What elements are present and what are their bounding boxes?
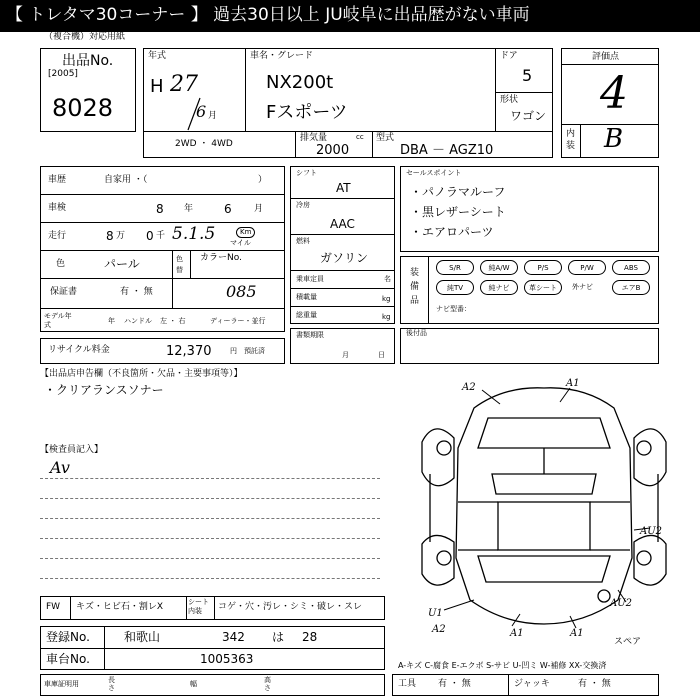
warranty-value: 有 ・ 無 xyxy=(120,287,153,297)
exhibitor-notes-text: ・クリアランスソナー xyxy=(44,383,164,397)
sales-points-label: セールスポイント xyxy=(406,169,462,177)
recycle-value: 12,370 xyxy=(166,344,212,359)
damage-mark-au2-bottom: AU2 xyxy=(610,598,633,609)
score-label: 評価点 xyxy=(592,52,620,62)
cert-label: 車庫証明用 xyxy=(44,680,79,688)
score-value: 4 xyxy=(600,68,628,119)
recycle-note: 預託済 xyxy=(244,347,265,355)
mileage-label: 走行 xyxy=(48,231,67,241)
mileage-man: 8 xyxy=(106,229,114,243)
lot-label: 出品No. xyxy=(62,53,114,69)
aftermarket-label: 後付品 xyxy=(406,329,427,337)
doors-value: 5 xyxy=(522,66,533,85)
model-value: DBA － AGZ10 xyxy=(400,143,494,158)
warranty-label: 保証書 xyxy=(50,287,78,297)
dealer-label: ディーラー・並行 xyxy=(210,317,266,325)
inspection-month: 6 xyxy=(224,202,232,216)
year-value: 27 xyxy=(170,72,198,97)
equip-ext-navi: 外ナビ xyxy=(572,283,593,291)
capacity-label: 乗車定員 xyxy=(296,275,324,283)
equip-aw: 純A/W xyxy=(480,260,518,275)
equip-abs: ABS xyxy=(612,260,650,275)
year-era: H xyxy=(150,76,164,97)
displacement-value: 2000 xyxy=(316,143,350,158)
history-label: 車歴 xyxy=(48,175,67,185)
spare-label: スペア xyxy=(614,637,642,647)
equip-airbag: エアB xyxy=(612,280,650,295)
jack-label: ジャッキ xyxy=(514,679,550,689)
inspector-label: 【検査員記入】 xyxy=(40,445,104,455)
mileage-man-unit: 万 xyxy=(116,231,126,241)
color-value: パール xyxy=(104,257,140,271)
tools-label: 工具 xyxy=(398,679,417,689)
chassis-label: 車台No. xyxy=(46,652,90,666)
aftermarket-box xyxy=(400,328,659,364)
fw-items: キズ・ヒビ石・割レX xyxy=(76,602,163,612)
sales-point-2: ・黒レザーシート xyxy=(410,205,506,219)
history-value: 自家用 ・（ xyxy=(104,175,148,185)
equip-leather: 革シート xyxy=(524,280,562,295)
model-label: 型式 xyxy=(376,133,395,143)
inspection-year: 8 xyxy=(156,202,164,216)
inspection-month-unit: 月 xyxy=(254,204,264,214)
mileage-km: Km xyxy=(236,227,255,238)
car-name: NX200t xyxy=(266,72,334,93)
dim-length: 長さ xyxy=(108,676,115,692)
equip-navi: 純ナビ xyxy=(480,280,518,295)
shift-value: AT xyxy=(336,181,351,195)
inspection-year-unit: 年 xyxy=(184,204,194,214)
equip-pw: P/W xyxy=(568,260,606,275)
recycle-label: リサイクル料金 xyxy=(48,345,110,355)
load-unit: kg xyxy=(382,295,391,303)
shape-value: ワゴン xyxy=(510,109,547,123)
banner-text: 【 トレタマ30コーナー 】 過去30日以上 JU岐阜に出品歴がない車両 xyxy=(6,5,530,25)
car-label: 車名・グレード xyxy=(250,51,314,61)
damage-mark-a2-top: A2 xyxy=(462,382,476,393)
year-month-unit: 月 xyxy=(208,111,218,121)
recycle-unit: 円 xyxy=(230,347,237,355)
fw-seat-label: シート内装 xyxy=(188,598,209,615)
damage-mark-a1-right: A1 xyxy=(570,628,584,639)
load-label: 積載量 xyxy=(296,293,317,301)
dim-height: 高さ xyxy=(264,676,271,692)
damage-mark-a1-top: A1 xyxy=(566,378,580,389)
equip-sr: S/R xyxy=(436,260,474,275)
color-no-label: カラーNo. xyxy=(200,253,242,263)
capacity-unit: 名 xyxy=(384,275,391,283)
fuel-value: ガソリン xyxy=(320,251,369,265)
navi-model-label: ナビ型番： xyxy=(436,305,471,313)
mileage-thousand: 0 xyxy=(146,229,154,243)
inspector-text: Av xyxy=(50,458,70,477)
registration-kana: は xyxy=(272,630,285,644)
interior-label: 内装 xyxy=(566,129,576,151)
inspection-label: 車検 xyxy=(48,203,67,213)
displacement-unit: cc xyxy=(356,133,364,141)
interior-value: B xyxy=(604,124,624,154)
color-change-label: 色替 xyxy=(176,255,183,274)
chassis-value: 1005363 xyxy=(200,652,254,666)
sales-point-3: ・エアロパーツ xyxy=(410,225,494,239)
exhibitor-notes-label: 【出品店申告欄（不良箇所・欠品・主要事項等）】 xyxy=(40,369,243,379)
doc-period-label: 書類期限 xyxy=(296,331,324,339)
displacement-label: 排気量 xyxy=(300,133,328,143)
registration-class: 342 xyxy=(222,630,245,644)
equip-tv: 純TV xyxy=(436,280,474,295)
model-year-label: モデル年式 xyxy=(44,312,72,329)
mileage-mile: マイル xyxy=(230,239,251,247)
mileage-thousand-unit: 千 xyxy=(156,231,166,241)
color-no-value: 085 xyxy=(226,282,257,301)
header-note: （複合機）対応用紙 xyxy=(44,32,126,42)
handle-label: ハンドル xyxy=(124,317,152,325)
doors-label: ドア xyxy=(500,51,518,61)
gross-label: 総重量 xyxy=(296,311,317,319)
car-diagram xyxy=(404,378,694,640)
registration-pref: 和歌山 xyxy=(124,630,161,644)
damage-mark-a2-left: A2 xyxy=(432,624,446,635)
fuel-label: 燃料 xyxy=(296,237,310,245)
doc-period-unit: 月 xyxy=(342,351,349,359)
equip-ps: P/S xyxy=(524,260,562,275)
jack-value: 有 ・ 無 xyxy=(578,679,611,689)
model-year-unit: 年 xyxy=(108,317,115,325)
cert-box xyxy=(40,674,385,696)
year-label: 年式 xyxy=(148,51,167,61)
doc-period-day: 日 xyxy=(378,351,385,359)
registration-num: 28 xyxy=(302,630,318,644)
year-slash xyxy=(180,96,210,132)
lot-stamp: [2005] xyxy=(48,69,78,79)
year-month: 6 xyxy=(196,102,207,121)
shift-label: シフト xyxy=(296,169,317,177)
gross-unit: kg xyxy=(382,313,391,321)
aircon-label: 冷房 xyxy=(296,201,310,209)
equipment-label: 装備品 xyxy=(410,268,420,306)
dim-width: 幅 xyxy=(190,680,197,688)
damage-mark-u1: U1 xyxy=(428,608,443,619)
history-close: ） xyxy=(258,175,268,185)
drive-value: 2WD ・ 4WD xyxy=(175,139,233,149)
mileage-handwritten: 5.1.5 xyxy=(172,224,216,244)
car-grade: Fスポーツ xyxy=(266,102,348,123)
shape-label: 形状 xyxy=(500,95,519,105)
fw-items2: コゲ・穴・汚レ・シミ・破レ・スレ xyxy=(218,602,363,612)
tools-value: 有 ・ 無 xyxy=(438,679,471,689)
handle-lr: 左 ・ 右 xyxy=(160,317,186,325)
aircon-value: AAC xyxy=(330,217,355,231)
damage-mark-a1-bottom: A1 xyxy=(510,628,524,639)
sales-point-1: ・パノラマルーフ xyxy=(410,185,506,199)
damage-mark-au2-right: AU2 xyxy=(640,526,663,537)
legend: A-キズ C-腐食 E-エクボ S-サビ U-凹ミ W-補修 XX-交換済 xyxy=(398,661,607,670)
registration-label: 登録No. xyxy=(46,630,90,644)
fw-label: FW xyxy=(46,602,61,612)
color-label: 色 xyxy=(56,259,66,269)
lot-number: 8028 xyxy=(52,94,114,122)
